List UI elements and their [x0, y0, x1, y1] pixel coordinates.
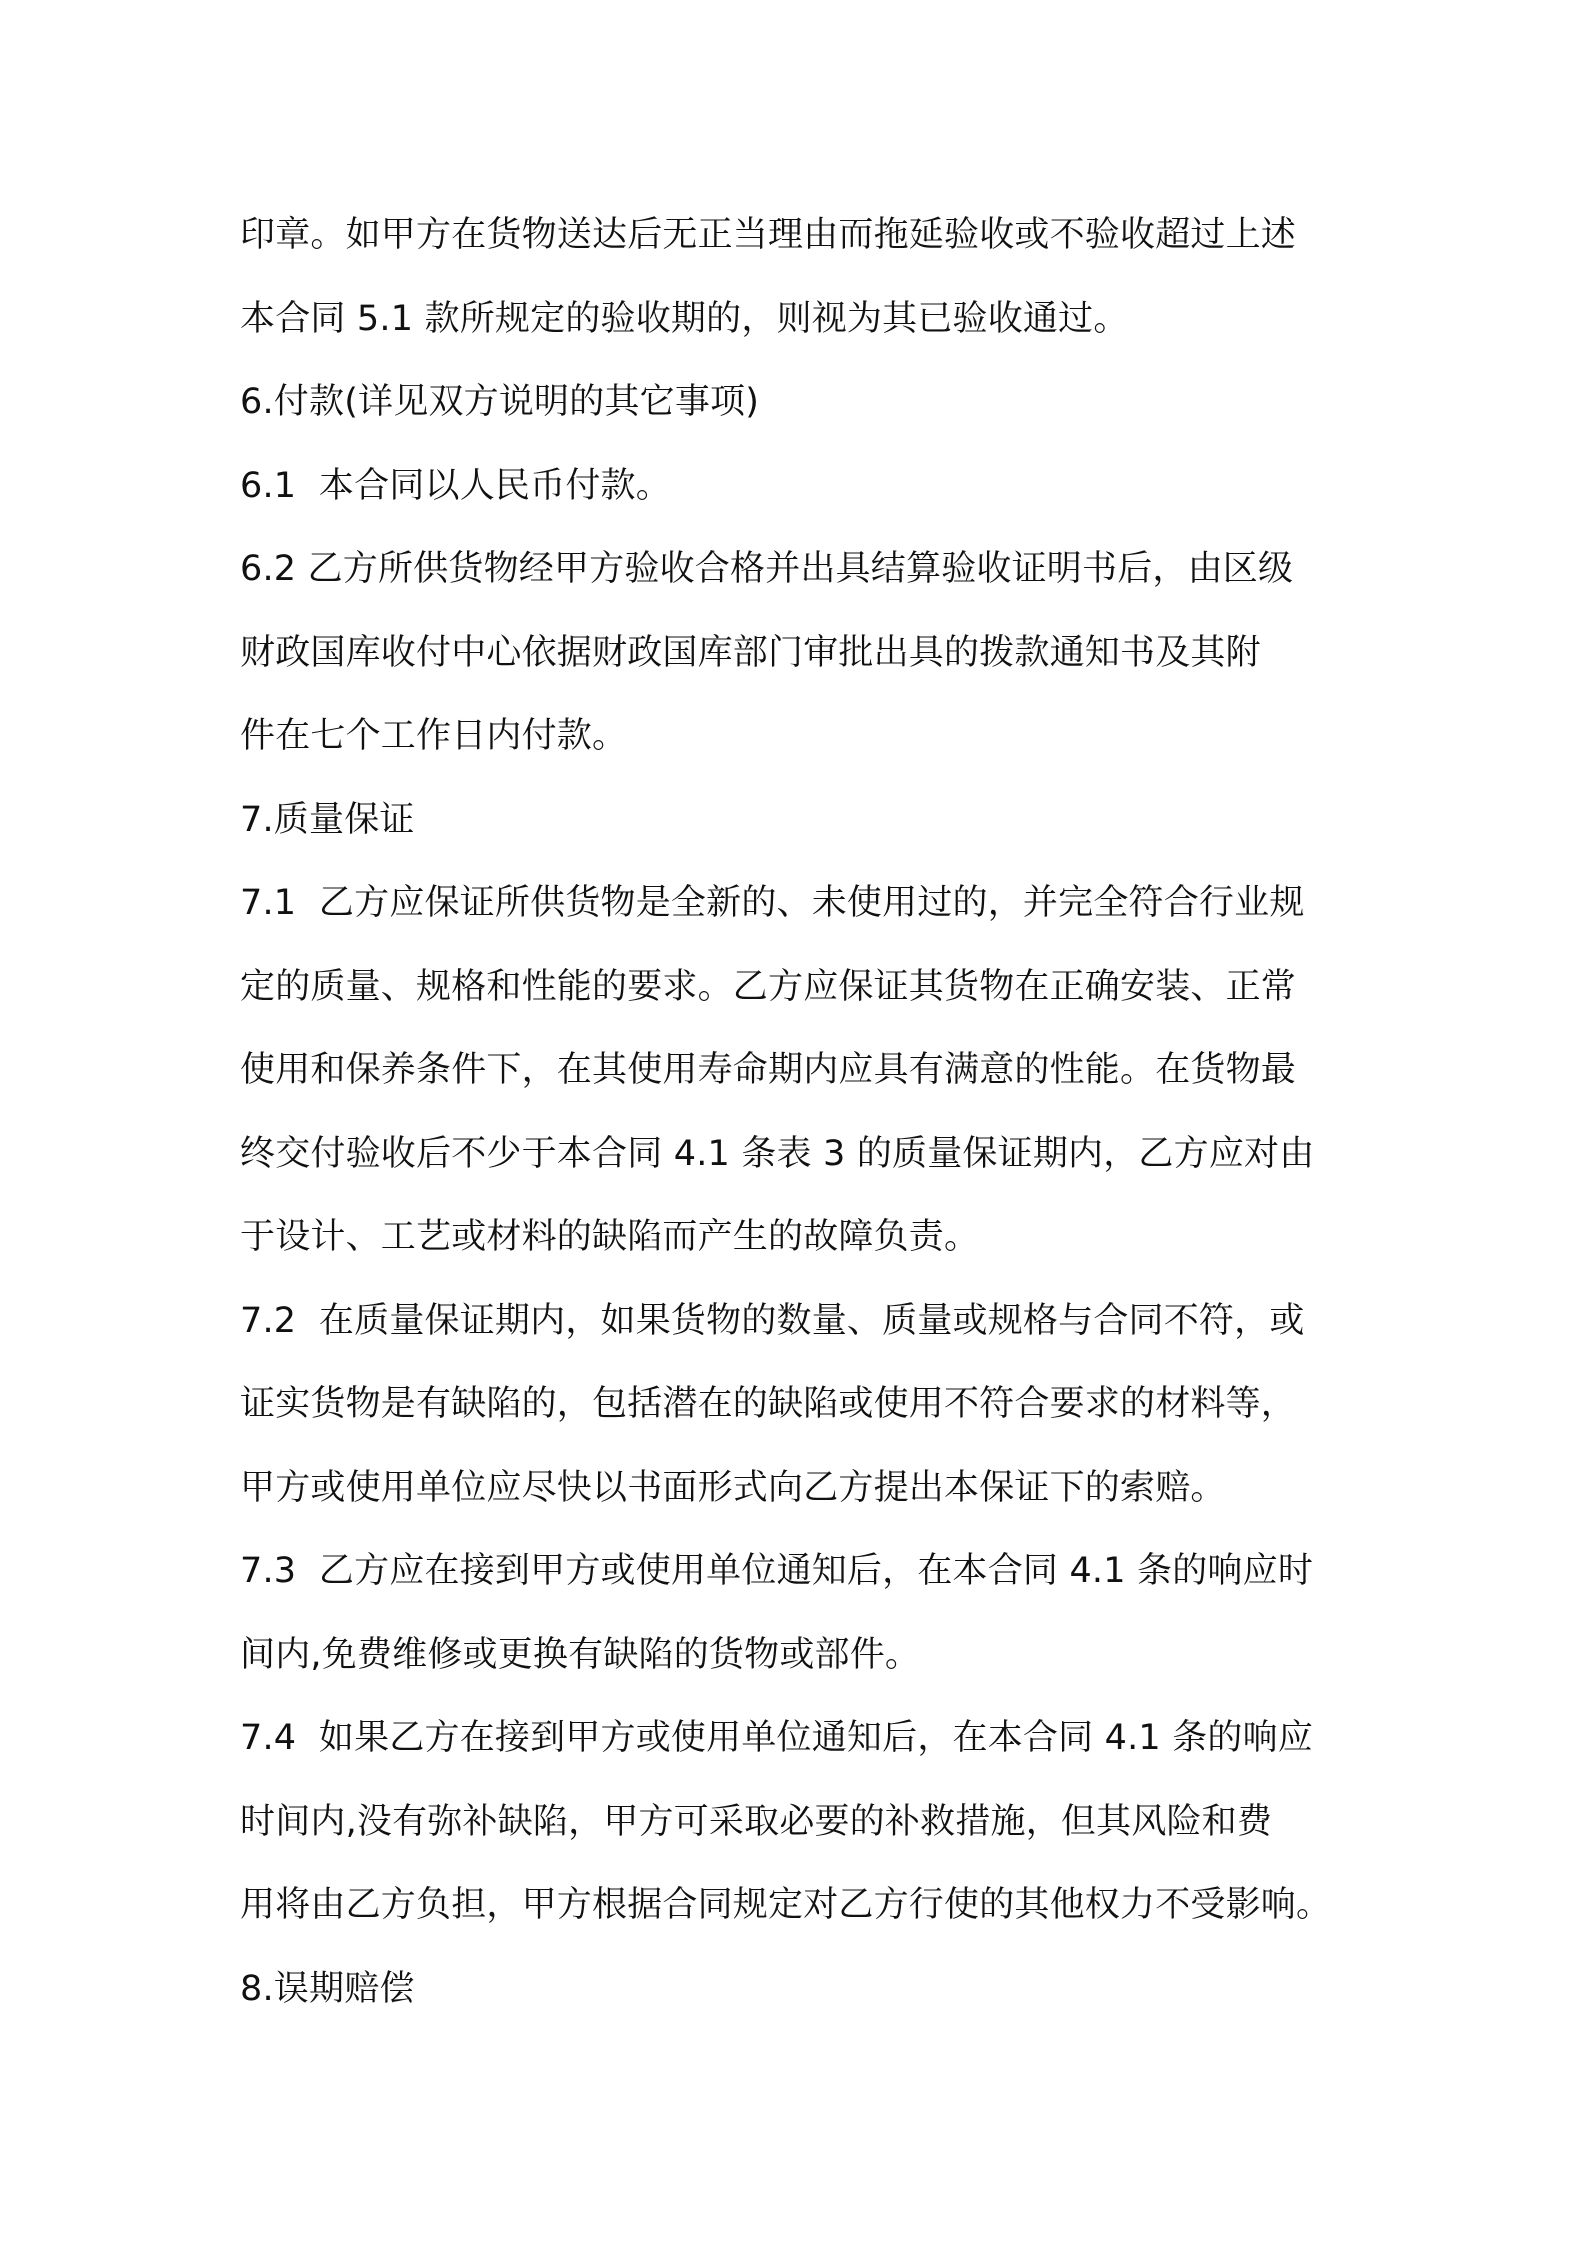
section-heading-quality-assurance: 7.质量保证 — [240, 799, 415, 840]
text-line: 终交付验收后不少于本合同 4.1 条表 3 的质量保证期内，乙方应对由 — [240, 1133, 1315, 1174]
section-heading-delay-compensation: 8.误期赔偿 — [240, 1968, 415, 2009]
clause-6-2: 6.2 乙方所供货物经甲方验收合格并出具结算验收证明书后，由区级 — [240, 549, 1294, 589]
text-line: 财政国库收付中心依据财政国库部门审批出具的拨款通知书及其附 — [240, 632, 1261, 673]
text-line: 印章。如甲方在货物送达后无正当理由而拖延验收或不验收超过上述 — [240, 215, 1297, 255]
contract-text-body — [240, 194, 1400, 2031]
text-line: 证实货物是有缺陷的，包括潜在的缺陷或使用不符合要求的材料等， — [240, 1384, 1297, 1424]
text-line: 用将由乙方负担，甲方根据合同规定对乙方行使的其他权力不受影响。 — [240, 1885, 1332, 1925]
clause-7-2: 7.2 在质量保证期内，如果货物的数量、质量或规格与合同不符，或 — [240, 1300, 1305, 1341]
clause-6-1: 6.1 本合同以人民币付款。 — [240, 465, 671, 506]
text-line: 定的质量、规格和性能的要求。乙方应保证其货物在正确安装、正常 — [240, 966, 1297, 1007]
section-heading-payment: 6.付款(详见双方说明的其它事项) — [240, 382, 760, 422]
text-line: 使用和保养条件下，在其使用寿命期内应具有满意的性能。在货物最 — [240, 1050, 1297, 1090]
clause-7-1: 7.1 乙方应保证所供货物是全新的、未使用过的，并完全符合行业规 — [240, 883, 1305, 923]
text-line: 时间内,没有弥补缺陷，甲方可采取必要的补救措施，但其风险和费 — [240, 1801, 1273, 1842]
text-line: 于设计、工艺或材料的缺陷而产生的故障负责。 — [240, 1217, 980, 1257]
clause-7-4: 7.4 如果乙方在接到甲方或使用单位通知后，在本合同 4.1 条的响应 — [240, 1718, 1314, 1758]
clause-7-3: 7.3 乙方应在接到甲方或使用单位通知后，在本合同 4.1 条的响应时 — [240, 1551, 1314, 1591]
text-line: 件在七个工作日内付款。 — [240, 716, 628, 756]
text-line: 本合同 5.1 款所规定的验收期的，则视为其已验收通过。 — [240, 298, 1129, 339]
text-line: 间内,免费维修或更换有缺陷的货物或部件。 — [240, 1634, 921, 1675]
text-line: 甲方或使用单位应尽快以书面形式向乙方提出本保证下的索赔。 — [240, 1467, 1226, 1508]
